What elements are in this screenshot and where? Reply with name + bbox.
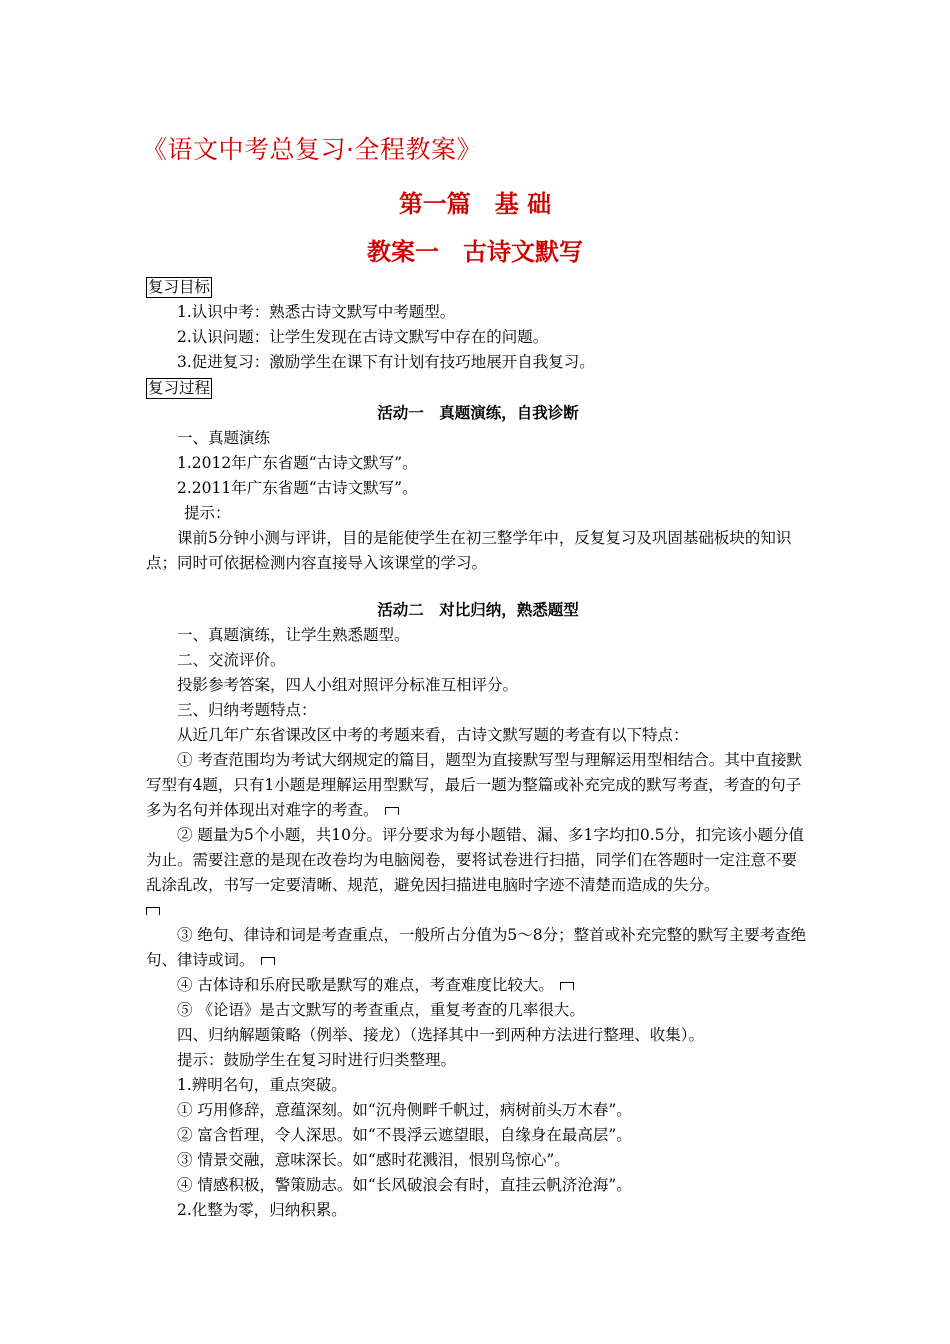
example-item: ① 巧用修辞，意蕴深刻。如“沉舟侧畔千帆过，病树前头万木春”。 (177, 1101, 632, 1119)
return-mark-line (146, 898, 810, 923)
lesson-title: 教案一 古诗文默写 (367, 238, 583, 266)
process-section-label: 复习过程 (148, 379, 211, 397)
example-item: ② 富含哲理，令人深思。如“不畏浮云遮望眼，自缘身在最高层”。 (177, 1126, 632, 1144)
method-two: 2.化整为零，归纳积累。 (177, 1201, 347, 1219)
example-item: ④ 情感积极，警策励志。如“长风破浪会有时，直挂云帆济沧海”。 (177, 1176, 632, 1194)
activity-one-title: 活动一 真题演练，自我诊断 (377, 404, 579, 422)
return-mark-icon (385, 807, 399, 815)
activity-two-line: 一、真题演练，让学生熟悉题型。 (177, 626, 410, 644)
feature-item (146, 823, 810, 898)
example-item: ③ 情景交融，意味深长。如“感时花溅泪，恨别鸟惊心”。 (177, 1151, 570, 1169)
activity-two-title: 活动二 对比归纳，熟悉题型 (377, 601, 579, 619)
return-mark-icon (261, 957, 275, 965)
feature-text: ① 考查范围均为考试大纲规定的篇目，题型为直接默写型与理解运用型相结合。其中直接默写型有4题，只有1小题是理解运用型默写，最后一题为整篇或补充完成的默写考查，考查的句子多为名句并体现出对难字的考查。 (146, 751, 802, 819)
goal-item: 2.认识问题：让学生发现在古诗文默写中存在的问题。 (177, 328, 549, 346)
goals-section-label: 复习目标 (148, 278, 211, 296)
activity-two-line: 投影参考答案，四人小组对照评分标准互相评分。 (177, 676, 519, 694)
return-mark-icon (560, 982, 574, 990)
activity-one-item: 2.2011年广东省题“古诗文默写”。 (177, 479, 418, 497)
document-body (146, 274, 810, 1223)
feature-item (146, 998, 810, 1023)
feature-item (146, 748, 810, 823)
activity-two-line: 三、归纳考题特点： (177, 701, 317, 719)
feature-item (146, 973, 810, 998)
activity-two-line: 从近几年广东省课改区中考的考题来看，古诗文默写题的考查有以下特点： (177, 726, 689, 744)
feature-text: ④ 古体诗和乐府民歌是默写的难点，考查难度比较大。 (177, 976, 554, 994)
activity-one-hint-label: 提示： (184, 504, 231, 522)
feature-text: ② 题量为5个小题，共10分。评分要求为每小题错、漏、多1字均扣0.5分，扣完该小题分值为止。需要注意的是现在改卷均为电脑阅卷，要将试卷进行扫描，同学们在答题时一定注意不要乱涂乱改，书写一定要清晰、规范，避免因扫描进电脑时字迹不清楚而造成的失分。 (146, 826, 805, 894)
activity-two-line: 二、交流评价。 (177, 651, 286, 669)
activity-one-hint-text: 课前5分钟小测与评讲，目的是能使学生在初三整学年中，反复复习及巩固基础板块的知识点；同时可依据检测内容直接导入该课堂的学习。 (146, 529, 792, 572)
activity-one-heading: 一、真题演练 (177, 429, 271, 447)
part-title: 第一篇 基 础 (398, 190, 552, 218)
return-mark-icon (146, 907, 160, 915)
strategy-heading: 四、归纳解题策略（例举、接龙）（选择其中一到两种方法进行整理、收集）。 (177, 1026, 705, 1044)
feature-text: ⑤ 《论语》是古文默写的考查重点，重复考查的几率很大。 (177, 1001, 585, 1019)
activity-one-item: 1.2012年广东省题“古诗文默写”。 (177, 454, 418, 472)
method-one: 1.辨明名句，重点突破。 (177, 1076, 347, 1094)
goal-item: 1.认识中考：熟悉古诗文默写中考题型。 (177, 303, 456, 321)
feature-text: ③ 绝句、律诗和词是考查重点，一般所占分值为5～8分；整首或补充完整的默写主要考查绝句、律诗或词。 (146, 926, 807, 969)
document-main-title: 《语文中考总复习·全程教案》 (142, 135, 482, 164)
goal-item: 3.促进复习：激励学生在课下有计划有技巧地展开自我复习。 (177, 353, 595, 371)
feature-item (146, 923, 810, 973)
strategy-hint: 提示：鼓励学生在复习时进行归类整理。 (177, 1051, 457, 1069)
